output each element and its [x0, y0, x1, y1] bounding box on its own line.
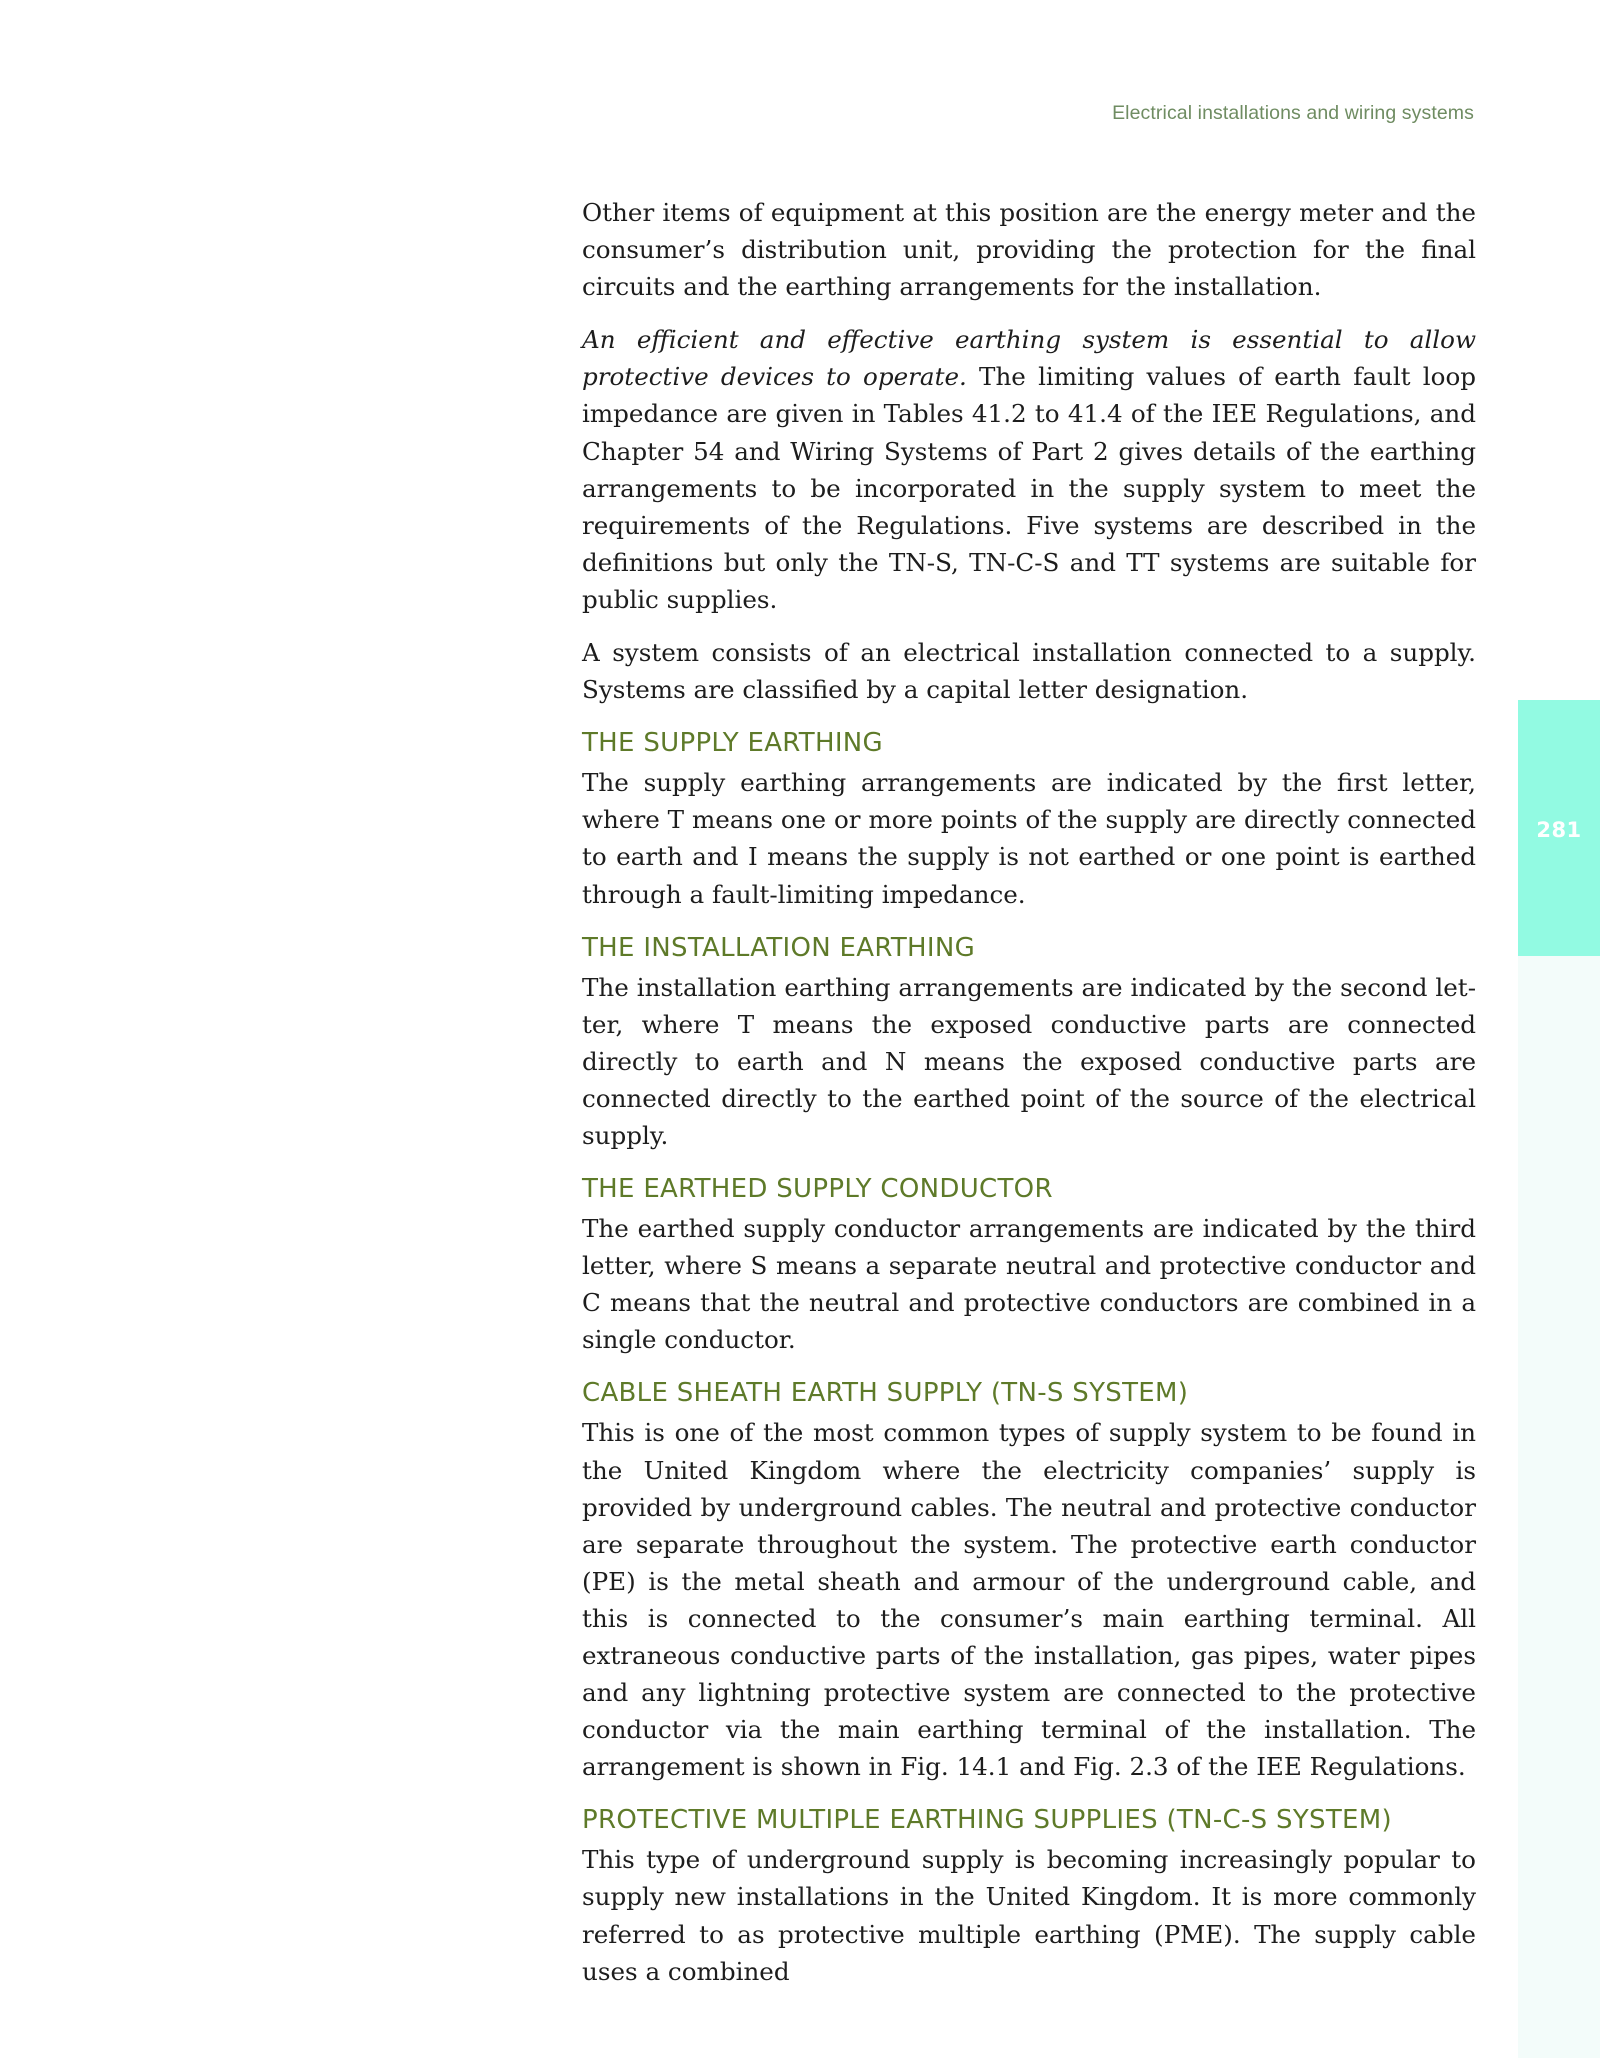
section-text-supply-earthing: The supply earthing arrangements are indicated by the first letter, where T means one or more points of the supply are directly connected to earth and I means the supply is not earthed or one point is earthed through a fault-limiting impedance.	[582, 768, 1476, 909]
page-number: 281	[1536, 818, 1582, 842]
section-heading-tn-c-s-system: PROTECTIVE MULTIPLE EARTHING SUPPLIES (TN-C-S SYSTEM)	[582, 1805, 1392, 1836]
paragraph-intro: Other items of equipment at this position are the energy meter and the consumer’s distribution unit, providing the protection for the final circuits and the earthing arrangements for the installation.	[582, 198, 1476, 302]
section-heading-installation-earthing: THE INSTALLATION EARTHING	[582, 932, 976, 963]
main-text-column	[582, 194, 1476, 2006]
section-heading-supply-earthing: THE SUPPLY EARTHING	[582, 728, 883, 759]
section-heading-earthed-supply-conductor: THE EARTHED SUPPLY CONDUCTOR	[582, 1174, 1053, 1205]
running-head: Electrical installations and wiring systems	[1112, 102, 1474, 124]
emphasis-text: An efficient and effective earthing system is essential to allow protective devices to operate.	[582, 325, 1476, 392]
section-text-tn-s-system: This is one of the most common types of supply system to be found in the United Kingdom where the electricity companies’ supply is provided by underground cables. The neutral and protective conductor are separate throughout the system. The protective earth conductor (PE) is the metal sheath and armour of the underground cable, and this is connected to the consumer’s main earthing terminal. All extraneous conductive parts of the installation, gas pipes, water pipes and any lightning protective system are connected to the protective conductor via the main earthing terminal of the installation. The arrangement is shown in Fig. 14.1 and Fig. 2.3 of the IEE Regulations.	[582, 1418, 1476, 1782]
section-text-tn-c-s-system: This type of underground supply is becoming increasingly popular to supply new installations in the United Kingdom. It is more commonly referred to as protective multiple earthing (PME). The supply cable uses a combined	[582, 1845, 1476, 1986]
section-text-earthed-supply-conductor: The earthed supply conductor arrangements are indicated by the third letter, where S means a separate neutral and protective conductor and C means that the neutral and protective conductors are combined in a single conductor.	[582, 1214, 1476, 1355]
section-text-installation-earthing: The installation earthing arrangements are indicated by the second letter, where T means the exposed conductive parts are connected directly to earth and N means the exposed conductive parts are connected directly to the earthed point of the source of the electrical supply.	[582, 972, 1476, 1150]
paragraph-system-definition: A system consists of an electrical installation connected to a supply. Systems are classified by a capital letter designation.	[582, 638, 1476, 705]
paragraph-earthing-system	[582, 321, 1476, 618]
section-heading-tn-s-system: CABLE SHEATH EARTH SUPPLY (TN-S SYSTEM)	[582, 1378, 1189, 1409]
paragraph-text: The limiting values of earth fault loop impedance are given in Tables 41.2 to 41.4 of the IEE Regulations, and Chapter 54 and Wiring Systems of Part 2 gives details of the earthing arrangements to be incorporated in the supply system to meet the requirements of the Regulations. Five systems are described in the definitions but only the TN-S, TN-C-S and TT systems are suitable for public supplies.	[582, 362, 1477, 614]
